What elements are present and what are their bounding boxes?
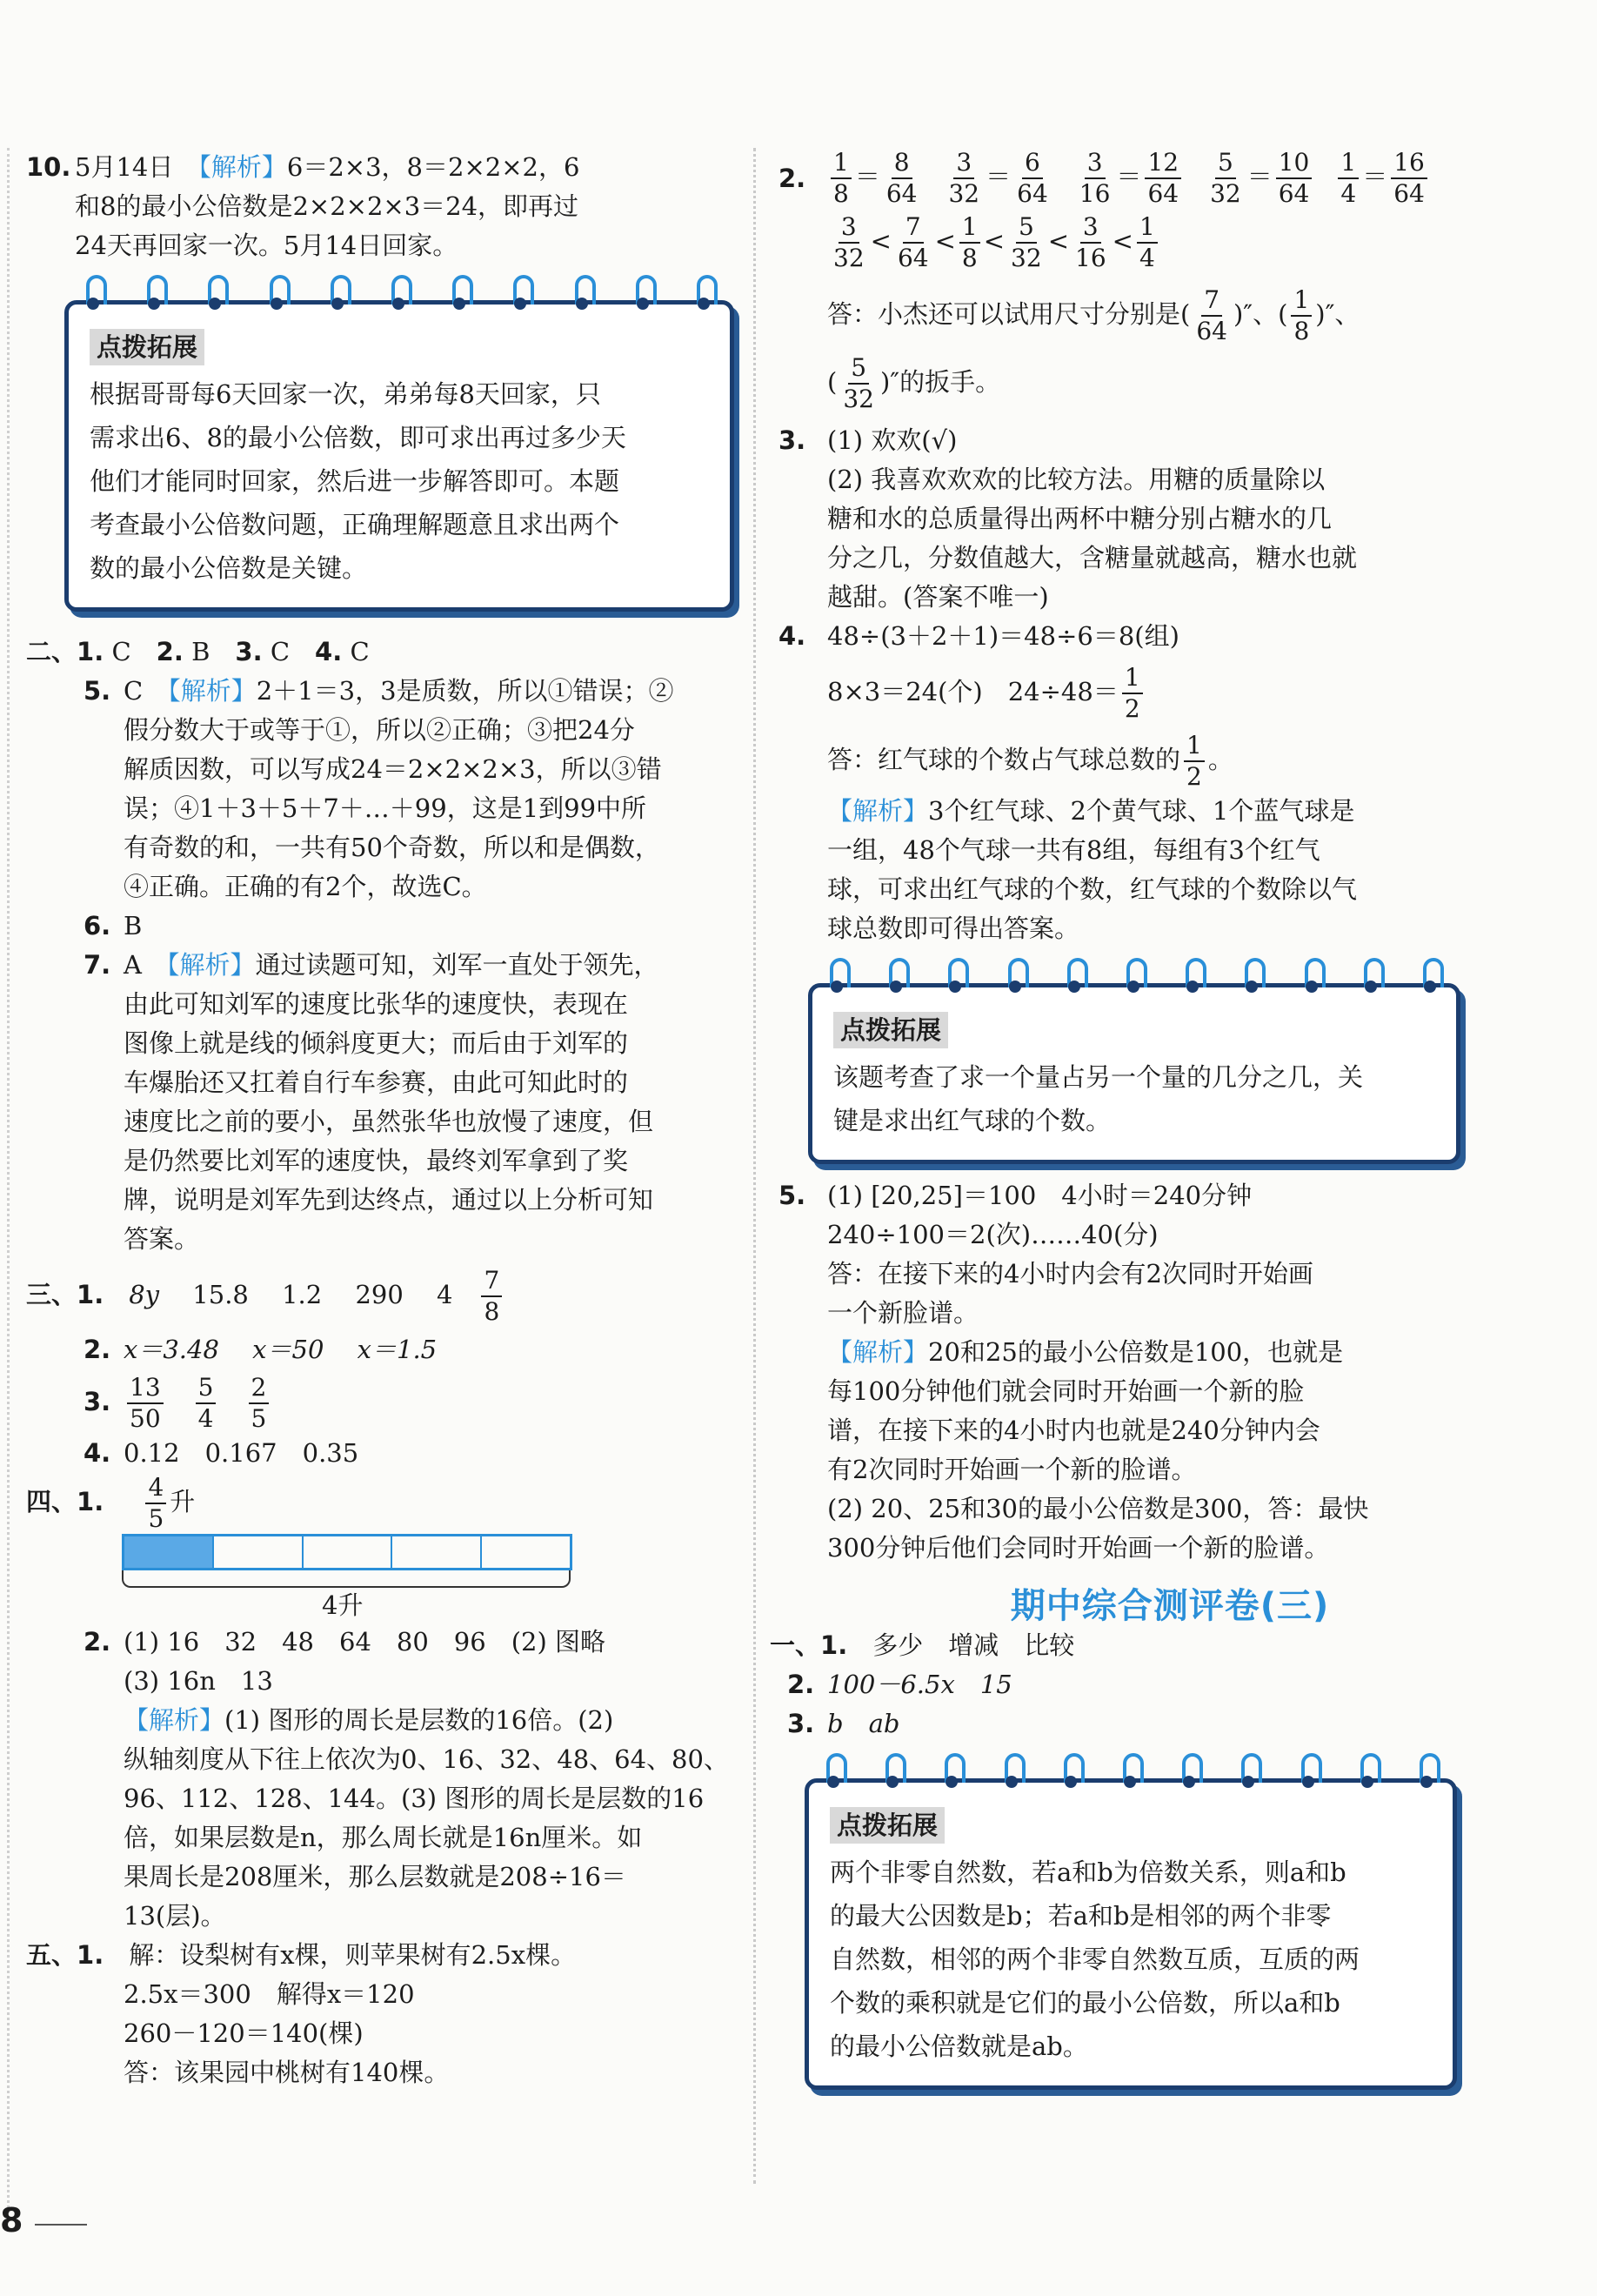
left-margin-rule	[7, 148, 10, 2219]
page-number-rule	[35, 2224, 87, 2226]
fraction-ordering	[827, 212, 1561, 273]
fraction: $\frac{12}{64}$	[1145, 148, 1181, 209]
fraction: $\frac{16}{64}$	[1391, 148, 1427, 209]
fraction: $\frac{1}{8}$	[959, 212, 980, 273]
fraction-equation	[1073, 148, 1185, 208]
equals-sign: ＝	[986, 162, 1012, 191]
equals-sign: ＝	[1116, 162, 1142, 191]
question-3: 3. (1) 欢欢(√) (2) 我喜欢欢欢的比较方法。用糖的质量除以 糖和水的总质量得出两杯中糖分别占糖水的几 分之几，分数值越大，含糖量就越高，糖水也就 越甜。(答案不唯一)	[778, 425, 1358, 612]
question-10: 10. 5月14日 【解析】6＝2×3，8＝2×2×2，6 和8的最小公倍数是2×2×2×3＝24，即再过 24天再回家一次。5月14日回家。	[26, 152, 580, 260]
spiral-binding	[84, 275, 714, 317]
tip-box-1	[64, 300, 734, 612]
section-1-right: 一、1. 多少 增减 比较 2. 100－6.5x 15 3. b ab	[770, 1630, 1075, 1738]
less-than-sign: <	[870, 226, 892, 256]
less-than-sign: <	[983, 226, 1006, 256]
fraction: $\frac{3}{16}$	[1075, 212, 1106, 272]
fraction: $\frac{7}{8}$	[481, 1266, 502, 1327]
fraction-equation	[1334, 148, 1430, 208]
less-than-sign: <	[1047, 226, 1069, 256]
fraction: $\frac{5}{32}$	[1011, 212, 1042, 272]
page-number: 8	[0, 2201, 23, 2239]
fraction: $\frac{3}{32}$	[833, 212, 865, 272]
question-5-right: 5. (1) [20,25]＝100 4小时＝240分钟 240÷100＝2(次)……40(分) 答：在接下来的4小时内会有2次同时开始画 一个新脸谱。 【解析】20和25的最小公倍数是100，也就是 每100分钟他们就会同时开始画一个新的脸 谱，在接下来的4小时内也就是240分钟内会 有2次同时开始画一个新的脸谱。 (2) 20、25和30的最小公倍数是300，答：最快 300分钟后他们会同时开始画一个新的脸谱。	[778, 1181, 1369, 1563]
fraction-equation	[1204, 148, 1315, 208]
section-2: 二、1. C 2. B 3. C 4. C	[26, 637, 370, 666]
question-6: 6. B	[84, 911, 143, 940]
equivalent-fractions	[827, 148, 1450, 209]
section-3: 三、1. 8y 15.8 1.2 290 4 $\frac{7}{8}$ 2. x＝3.48 x＝50 x＝1.5 3. $\frac{13}{50}$ $\frac{5}{4}$ $\frac{2}{5}$ 4. 0.12 0.167 0.35	[26, 1266, 731, 1473]
tip-box-title: 点拨拓展	[90, 329, 204, 365]
capacity-bar	[122, 1534, 572, 1570]
question-2: 2. $\frac{1}{8}$ ＝ $\frac{8}{64}$ $\frac{3}{32}$ ＝ $\frac{6}{64}$ $\frac{3}{16}$ ＝ $\frac{12}{64}$ $\frac{5}{32}$ ＝ $\frac{10}{64}$ $\frac{1}{4}$ ＝ $\frac{16}{64}$ $\frac{3}{32}$ < $\frac{7}{64}$ < $\frac{1}{8}$ < $\frac{5}{32}$ < $\frac{3}{16}$ < $\frac{1}{4}$ 答：小杰还可以试用尺寸分别是( $\frac{7}{64}$ )″、( $\frac{1}{8}$ )″、 ( $\frac{5}{32}$ )″的扳手。	[778, 148, 1561, 414]
left-column	[26, 148, 731, 2092]
right-column	[770, 148, 1561, 2090]
fraction: $\frac{6}{64}$	[1017, 148, 1048, 208]
tip-box-3: 点拨拓展 两个非零自然数，若a和b为倍数关系，则a和b 的最大公因数是b；若a和b是相邻的两个非零 自然数，相邻的两个非零自然数互质，互质的两 个数的乘积就是它们的最小公倍数，所以a和b 的最小公倍数就是ab。	[805, 1778, 1457, 2090]
fraction-equation	[827, 148, 923, 208]
equals-sign: ＝	[1362, 162, 1388, 191]
equals-sign: ＝	[1246, 162, 1273, 191]
tip-box-2: 点拨拓展 该题考查了求一个量占另一个量的几分之几，关 键是求出红气球的个数。	[808, 983, 1460, 1164]
total-brace	[122, 1570, 571, 1588]
fraction: $\frac{1}{4}$	[1137, 212, 1158, 273]
section-4: 四、1. $\frac{4}{5}$ 升 4升 2. (1) 16 32 48 64 80 96 (2) 图略 (3) 16n 13 【解析】(1) 图形的周长是层数的16倍。(2) 纵轴刻度从下往上依次为0、16、32、48、64、80、 96、112、128、144。(3) 图形的周长是层数的16 倍，如果层数是n，那么周长就是16n厘米。如 果周长是208厘米，那么层数就是208÷16＝ 13(层)。	[26, 1473, 729, 1931]
fraction: $\frac{7}{64}$	[897, 212, 929, 272]
section-5: 五、1. 解：设梨树有x棵，则苹果树有2.5x棵。 2.5x＝300 解得x＝120 260－120＝140(棵) 答：该果园中桃树有140棵。	[26, 1940, 577, 2087]
tip-box-body: 根据哥哥每6天回家一次，弟弟每8天回家，只 需求出6、8的最小公倍数，即可求出再过多少天 他们才能同时回家，然后进一步解答即可。本题 考查最小公倍数问题，正确理解题意且求出两个 数的最小公倍数是关键。	[90, 379, 626, 583]
column-divider	[753, 148, 756, 2184]
fraction: $\frac{10}{64}$	[1276, 148, 1313, 209]
less-than-sign: <	[1112, 226, 1133, 256]
less-than-sign: <	[934, 226, 956, 256]
fraction: $\frac{1}{4}$	[1338, 148, 1359, 209]
question-7: 7. A 【解析】通过读题可知，刘军一直处于领先， 由此可知刘军的速度比张华的速度快，表现在 图像上就是线的倾斜度更大；而后由于刘军的 车爆胎还又扛着自行车参赛，由此可知此时的 速度比之前的要小，虽然张华也放慢了速度，但 是仍然要比刘军的速度快，最终刘军拿到了奖 牌，说明是刘军先到达终点，通过以上分析可知 答案。	[84, 950, 659, 1254]
question-4: 4. 48÷(3＋2＋1)＝48÷6＝8(组) 8×3＝24(个) 24÷48＝ $\frac{1}{2}$ 答：红气球的个数占气球总数的 $\frac{1}{2}$ 。 【解析】3个红气球、2个黄气球、1个蓝气球是 一组，48个气球一共有8组，每组有3个红气 球，可求出红气球的个数，红气球的个数除以气 球总数即可得出答案。	[778, 621, 1358, 943]
equals-sign: ＝	[854, 162, 880, 191]
fraction: $\frac{1}{8}$	[831, 148, 852, 209]
fraction: $\frac{3}{16}$	[1079, 148, 1111, 208]
fraction: $\frac{3}{32}$	[948, 148, 980, 208]
fraction-equation	[942, 148, 1053, 208]
section-heading: 期中综合测评卷(三)	[1010, 1586, 1330, 1626]
fraction: $\frac{5}{32}$	[1210, 148, 1241, 208]
question-5: 5. C 【解析】2＋1＝3，3是质数，所以①错误；② 假分数大于或等于①，所以②正确；③把24分 解质因数，可以写成24＝2×2×2×3，所以③错 误；④1＋3＋5＋7＋…＋99，这是1到99中所 有奇数的和，一共有50个奇数，所以和是偶数， ④正确。正确的有2个，故选C。	[84, 676, 674, 901]
fraction: $\frac{8}{64}$	[885, 148, 918, 208]
